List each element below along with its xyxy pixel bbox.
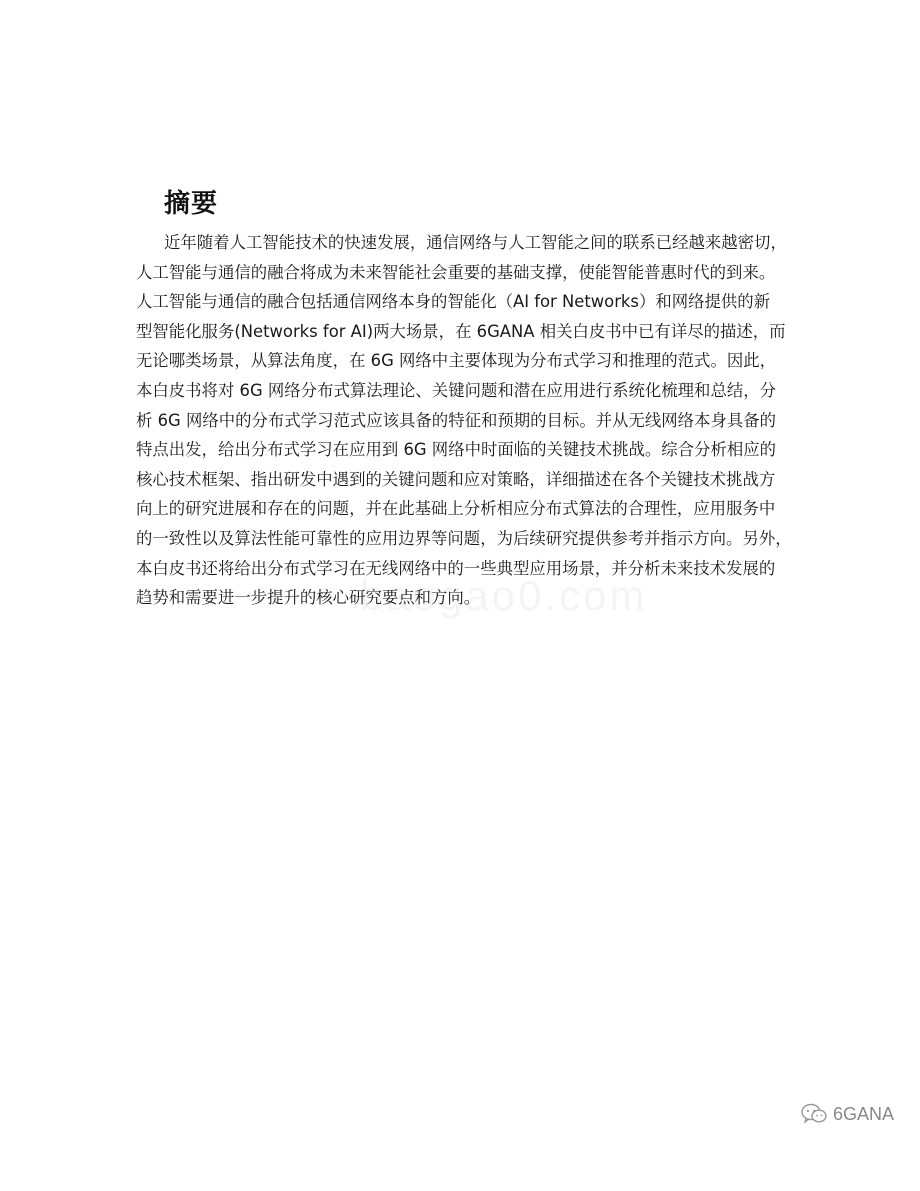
brand-label: 6GANA [832, 1103, 894, 1124]
body-line: 核心技术框架、指出研发中遇到的关键问题和应对策略，详细描述在各个关键技术挑战方 [136, 469, 776, 489]
body-line: 无论哪类场景，从算法角度，在 6G 网络中主要体现为分布式学习和推理的范式。因此， [136, 351, 777, 371]
abstract-body [136, 228, 796, 613]
brand-mark [801, 1103, 894, 1125]
body-line: 趋势和需要进一步提升的核心研究要点和方向。 [136, 588, 481, 608]
wechat-icon [801, 1103, 827, 1125]
body-line: 本白皮书还将给出分布式学习在无线网络中的一些典型应用场景，并分析未来技术发展的 [136, 558, 776, 578]
body-line: 型智能化服务(Networks for AI)两大场景，在 6GANA 相关白皮书中已有详尽的描述，而 [136, 321, 786, 341]
page-title: 摘要 [164, 189, 219, 219]
body-line: 本白皮书将对 6G 网络分布式算法理论、关键问题和潜在应用进行系统化梳理和总结，分 [136, 380, 777, 400]
body-line: 特点出发，给出分布式学习在应用到 6G 网络中时面临的关键技术挑战。综合分析相应的 [136, 440, 777, 460]
body-line: 近年随着人工智能技术的快速发展，通信网络与人工智能之间的联系已经越来越密切， [164, 233, 787, 252]
body-line: 向上的研究进展和存在的问题，并在此基础上分析相应分布式算法的合理性，应用服务中 [136, 499, 776, 519]
body-line: 人工智能与通信的融合将成为未来智能社会重要的基础支撑，使能智能普惠时代的到来。 [136, 262, 776, 282]
body-line: 人工智能与通信的融合包括通信网络本身的智能化（AI for Networks）和网络提供的新 [136, 292, 771, 312]
body-line: 析 6G 网络中的分布式学习范式应该具备的特征和预期的目标。并从无线网络本身具备的 [136, 410, 777, 430]
body-line: 的一致性以及算法性能可靠性的应用边界等问题，为后续研究提供参考并指示方向。另外， [136, 528, 792, 548]
